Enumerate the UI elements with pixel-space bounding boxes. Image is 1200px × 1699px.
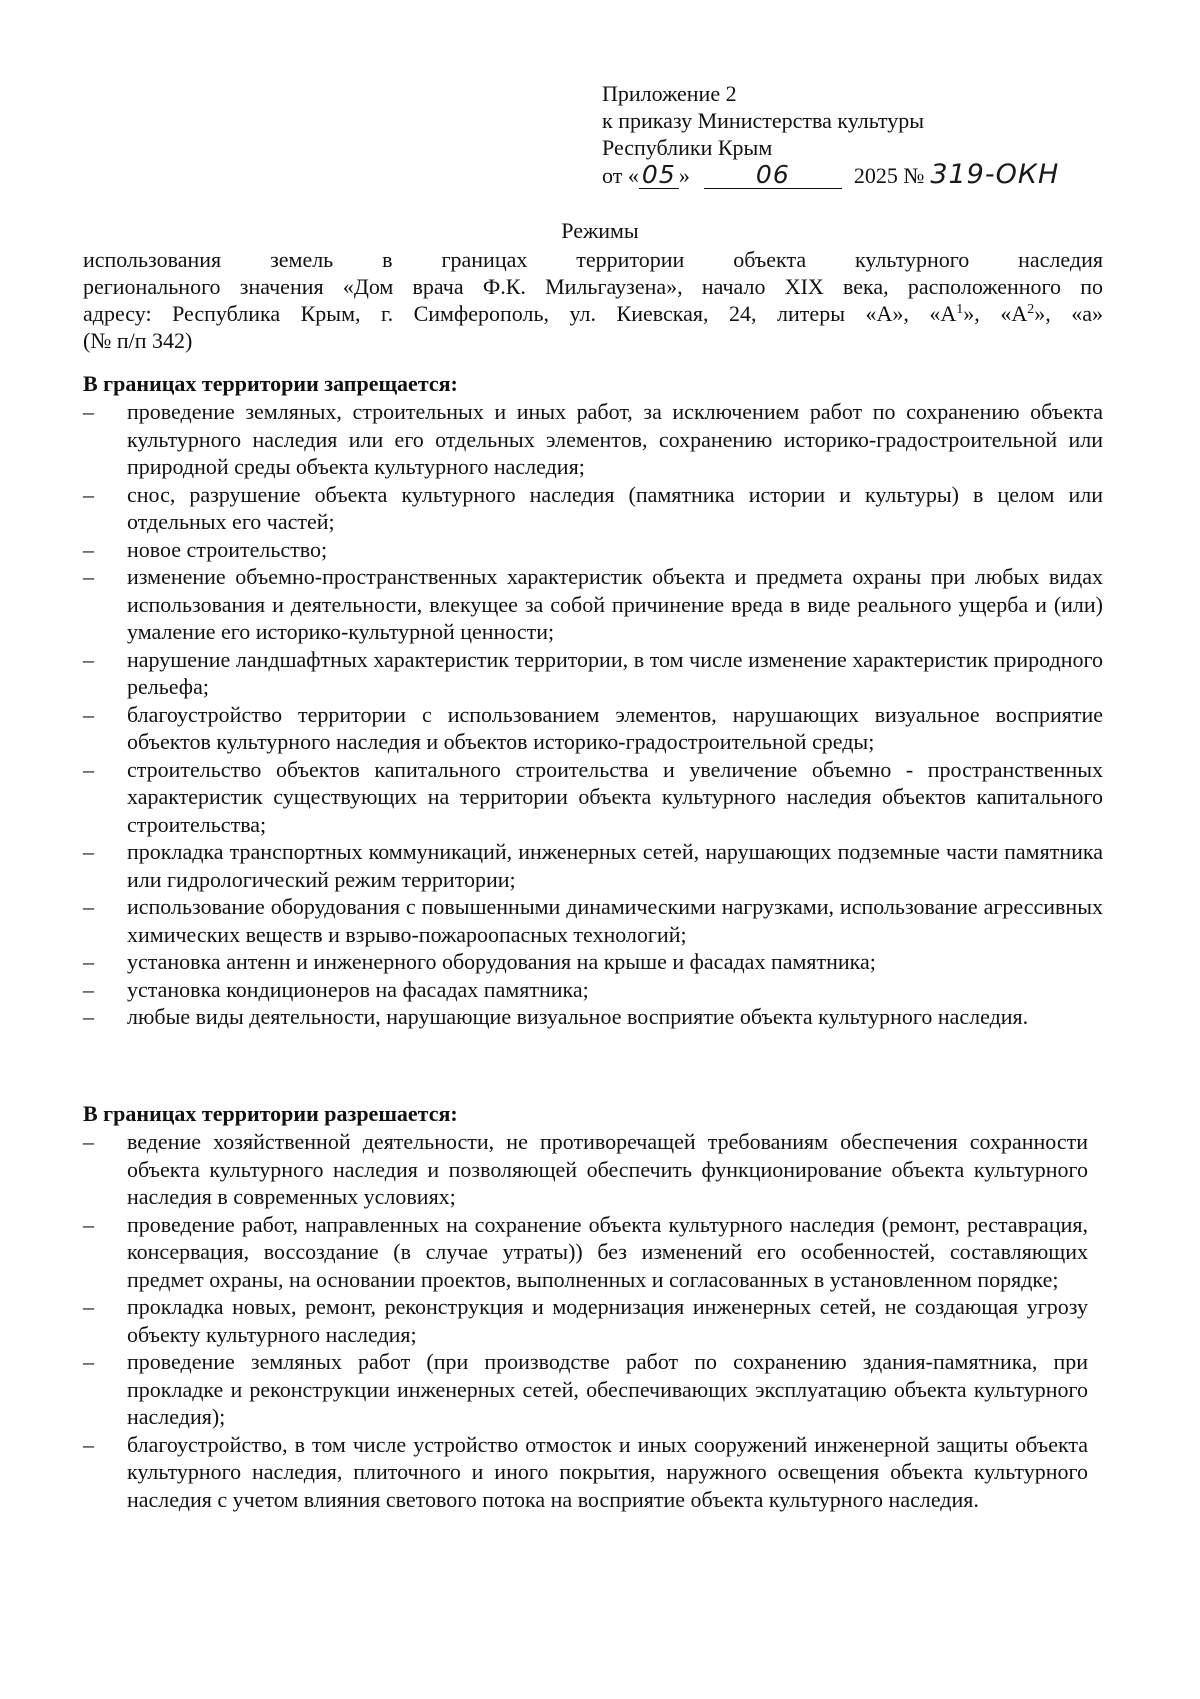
list-item: [83, 1211, 1088, 1294]
forbidden-section: [83, 370, 1103, 1031]
list-item-text: благоустройство территории с использованием элементов, нарушающих визуальное восприятие объектов культурного наследия и объектов историко-градостроительной среды;: [127, 701, 1103, 754]
subtitle-address: адресу: Республика Крым, г. Симферополь, ул. Киевская, 24, литеры «А», «А: [83, 301, 957, 326]
appendix-header: [602, 80, 1122, 191]
forbidden-heading: В границах территории запрещается:: [83, 371, 458, 396]
list-dash: –: [83, 1211, 94, 1237]
appendix-order-ref: к приказу Министерства культуры: [602, 108, 925, 133]
list-item: [83, 1003, 1103, 1031]
list-item: [83, 1293, 1088, 1348]
subtitle-line-3: [83, 300, 1103, 327]
document-title: [0, 218, 1200, 244]
list-dash: –: [83, 481, 94, 507]
date-mid: »: [678, 163, 690, 188]
list-item: [83, 838, 1103, 893]
list-item: [83, 536, 1103, 564]
list-item: [83, 976, 1103, 1004]
list-item: [83, 893, 1103, 948]
date-month-field: [704, 160, 842, 189]
allowed-section: [83, 1100, 1088, 1513]
list-item: [83, 1431, 1088, 1514]
list-item-text: прокладка новых, ремонт, реконструкция и модернизация инженерных сетей, не создающая угрозу объекту культурного наследия;: [127, 1294, 1088, 1347]
list-item-text: проведение земляных работ (при производстве работ по сохранению здания-памятника, при прокладке и реконструкции инженерных сетей, обеспечивающих эксплуатацию объекта культурного наследия);: [127, 1349, 1088, 1429]
forbidden-list: [83, 398, 1103, 1031]
list-item-text: любые виды деятельности, нарушающие визуальное восприятие объекта культурного наследия.: [127, 1004, 1029, 1029]
list-item: [83, 481, 1103, 536]
list-dash: –: [83, 756, 94, 782]
list-dash: –: [83, 1004, 94, 1029]
list-item-text: снос, разрушение объекта культурного наследия (памятника истории и культуры) в целом или отдельных его частей;: [127, 481, 1103, 534]
superscript-1: 1: [956, 302, 964, 317]
list-dash: –: [83, 1349, 94, 1374]
list-item-text: прокладка транспортных коммуникаций, инженерных сетей, нарушающих подземные части памятника или гидрологический режим территории;: [127, 839, 1103, 892]
document-subtitle: [83, 246, 1103, 354]
list-dash: –: [83, 646, 94, 672]
list-item-text: строительство объектов капитального строительства и увеличение объемно - пространственных характеристик существующих на территории объекта культурного наследия объектов капитального строительства;: [127, 756, 1103, 837]
list-item-text: установка кондиционеров на фасадах памятника;: [127, 976, 589, 1002]
list-item: [83, 948, 1103, 976]
date-day-handwritten: 05: [641, 160, 676, 189]
list-item: [83, 646, 1103, 701]
list-dash: –: [83, 399, 94, 424]
subtitle-address-mid: », «А: [963, 301, 1028, 326]
list-dash: –: [83, 1431, 94, 1457]
subtitle-address-end: », «а»: [1034, 301, 1104, 326]
list-item: [83, 701, 1103, 756]
list-dash: –: [83, 976, 94, 1002]
appendix-number: Приложение 2: [602, 81, 737, 106]
list-dash: –: [83, 536, 94, 562]
list-item-text: использование оборудования с повышенными динамическими нагрузками, использование агрессивных химических веществ и взрыво-пожароопасных технологий;: [127, 894, 1103, 947]
list-dash: –: [83, 1294, 94, 1319]
title-text: Режимы: [561, 218, 639, 243]
list-dash: –: [83, 1129, 94, 1154]
subtitle-line-1: использования земель в границах территории объекта культурного наследия: [83, 247, 1103, 272]
date-day-field: [639, 160, 679, 189]
list-item: [83, 1128, 1088, 1211]
list-dash: –: [83, 894, 94, 919]
list-item-text: проведение работ, направленных на сохранение объекта культурного наследия (ремонт, реставрация, консервация, воссоздание (в случае утраты)) без изменений его особенностей, составляющих предмет охраны, на основании проектов, выполненных и согласованных в установленном порядке;: [127, 1211, 1088, 1292]
list-dash: –: [83, 839, 94, 864]
appendix-republic: Республики Крым: [602, 135, 773, 160]
list-item: [83, 1348, 1088, 1431]
list-item-text: проведение земляных, строительных и иных работ, за исключением работ по сохранению объекта культурного наследия или его отдельных элементов, сохранению историко-градостроительной или природной среды объекта культурного наследия;: [127, 399, 1103, 479]
date-month-handwritten: 06: [755, 160, 790, 189]
list-item-text: нарушение ландшафтных характеристик территории, в том числе изменение характеристик природного рельефа;: [127, 646, 1103, 699]
list-item: [83, 756, 1103, 839]
list-dash: –: [83, 701, 94, 727]
date-prefix: от «: [602, 163, 639, 188]
subtitle-line-4: (№ п/п 342): [83, 328, 193, 353]
order-number-handwritten: 319-ОКН: [930, 159, 1060, 190]
list-item-text: ведение хозяйственной деятельности, не противоречащей требованиям обеспечения сохранности объекта культурного наследия и позволяющей обеспечить функционирование объекта культурного наследия в современных условиях;: [127, 1129, 1088, 1209]
allowed-list: [83, 1128, 1088, 1513]
subtitle-line-2: регионального значения «Дом врача Ф.К. Мильгаузена», начало XIX века, расположенного по: [83, 274, 1103, 299]
list-item-text: изменение объемно-пространственных характеристик объекта и предмета охраны при любых видах использования и деятельности, влекущее за собой причинение вреда в виде реального ущерба и (или) умаление его историко-культурной ценности;: [127, 564, 1103, 644]
list-dash: –: [83, 949, 94, 974]
date-year-number-label: 2025 №: [853, 163, 925, 188]
list-item: [83, 563, 1103, 646]
superscript-2: 2: [1027, 302, 1035, 317]
list-item-text: установка антенн и инженерного оборудования на крыше и фасадах памятника;: [127, 949, 876, 974]
list-dash: –: [83, 564, 94, 589]
allowed-heading: В границах территории разрешается:: [83, 1101, 458, 1126]
list-item: [83, 398, 1103, 481]
list-item-text: новое строительство;: [127, 536, 328, 562]
list-item-text: благоустройство, в том числе устройство отмосток и иных сооружений инженерной защиты объекта культурного наследия, плиточного и иного покрытия, наружного освещения объекта культурного наследия с учетом влияния светового потока на восприятие объекта культурного наследия.: [127, 1431, 1088, 1512]
order-date-line: [602, 161, 1122, 191]
